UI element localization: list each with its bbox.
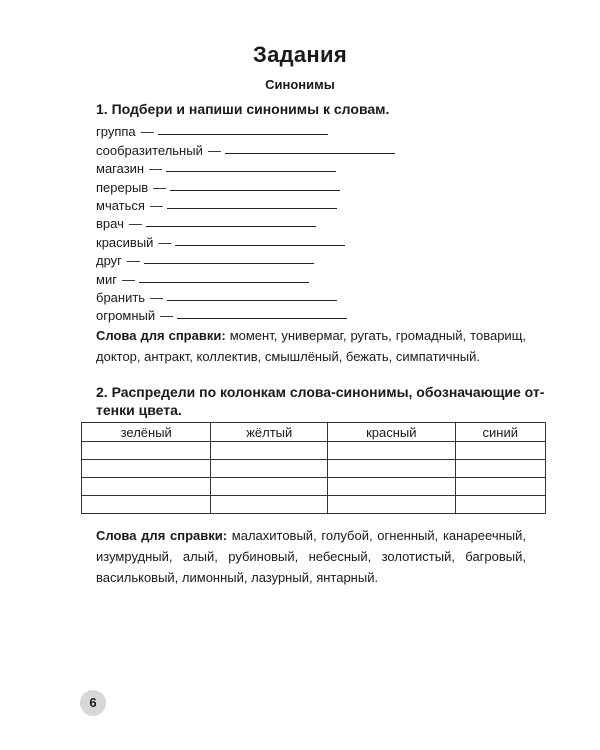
word-label: огромный [96, 308, 156, 324]
word-label: магазин [96, 161, 145, 177]
word-dash: — [121, 271, 135, 287]
word-dash: — [140, 124, 154, 140]
table-row [82, 460, 546, 478]
word-row [96, 287, 456, 305]
word-row [96, 139, 456, 157]
column-header: зелёный [82, 423, 211, 442]
synonym-word-list [96, 121, 456, 323]
word-label: перерыв [96, 179, 149, 195]
table-cell[interactable] [455, 496, 545, 514]
word-dash: — [153, 179, 167, 195]
table-cell[interactable] [328, 460, 455, 478]
table-cell[interactable] [211, 460, 328, 478]
task2-heading-line1: 2. Распредели по колонкам слова-синонимы, обозначающие от- [96, 384, 545, 400]
task1-help-label: Слова для справки: [96, 328, 226, 343]
page-number-badge: 6 [80, 690, 106, 716]
answer-blank[interactable] [175, 244, 345, 246]
word-dash: — [128, 216, 142, 232]
task1-help-text: момент, универмаг, ругать, громадный, товарищ, доктор, антракт, коллектив, смышлёный, бежать, симпатичный. [96, 328, 526, 364]
word-row [96, 250, 456, 268]
table-cell[interactable] [211, 496, 328, 514]
word-label: друг [96, 253, 122, 269]
column-header: красный [328, 423, 455, 442]
table-cell[interactable] [328, 442, 455, 460]
word-row [96, 195, 456, 213]
word-dash: — [207, 142, 221, 158]
table-header-row [82, 423, 546, 442]
table-cell[interactable] [328, 478, 455, 496]
word-row [96, 158, 456, 176]
answer-blank[interactable] [167, 299, 337, 301]
word-label: группа [96, 124, 136, 140]
table-cell[interactable] [328, 496, 455, 514]
table-cell[interactable] [211, 442, 328, 460]
table-row [82, 496, 546, 514]
column-header: жёлтый [211, 423, 328, 442]
word-label: красивый [96, 234, 154, 250]
word-dash: — [160, 308, 174, 324]
color-shades-table [81, 422, 546, 514]
table-cell[interactable] [82, 478, 211, 496]
word-label: врач [96, 216, 124, 232]
page-subtitle: Синонимы [265, 77, 335, 92]
word-dash: — [158, 234, 172, 250]
page-title: Задания [253, 42, 347, 67]
table-cell[interactable] [455, 442, 545, 460]
word-dash: — [149, 161, 163, 177]
task2-help-label: Слова для справки: [96, 528, 228, 543]
table-cell[interactable] [82, 442, 211, 460]
table-cell[interactable] [82, 496, 211, 514]
word-label: мчаться [96, 197, 145, 213]
answer-blank[interactable] [146, 225, 316, 227]
answer-blank[interactable] [144, 262, 314, 264]
word-label: бранить [96, 289, 146, 305]
task1-help [96, 325, 526, 367]
word-row [96, 305, 456, 323]
word-row [96, 213, 456, 231]
answer-blank[interactable] [139, 281, 309, 283]
answer-blank[interactable] [170, 189, 340, 191]
task2-help [96, 525, 526, 588]
word-row [96, 231, 456, 249]
table-cell[interactable] [82, 460, 211, 478]
word-row [96, 121, 456, 139]
answer-blank[interactable] [158, 133, 328, 135]
table-row [82, 478, 546, 496]
answer-blank[interactable] [225, 152, 395, 154]
task1-heading: 1. Подбери и напиши синонимы к словам. [96, 101, 390, 117]
table-cell[interactable] [455, 460, 545, 478]
word-label: миг [96, 271, 117, 287]
word-label: сообразительный [96, 142, 203, 158]
word-row [96, 268, 456, 286]
word-row [96, 176, 456, 194]
answer-blank[interactable] [167, 207, 337, 209]
answer-blank[interactable] [166, 170, 336, 172]
word-dash: — [126, 253, 140, 269]
word-dash: — [150, 289, 164, 305]
answer-blank[interactable] [177, 317, 347, 319]
table-cell[interactable] [211, 478, 328, 496]
table-row [82, 442, 546, 460]
task2-help-text: малахитовый, голубой, огненный, канареечный, изумрудный, алый, рубиновый, небесный, золотистый, багровый, васильковый, лимонный, лазурный, янтарный. [96, 528, 526, 585]
task2-heading-line2: тенки цвета. [96, 402, 182, 418]
column-header: синий [455, 423, 545, 442]
word-dash: — [149, 197, 163, 213]
table-cell[interactable] [455, 478, 545, 496]
